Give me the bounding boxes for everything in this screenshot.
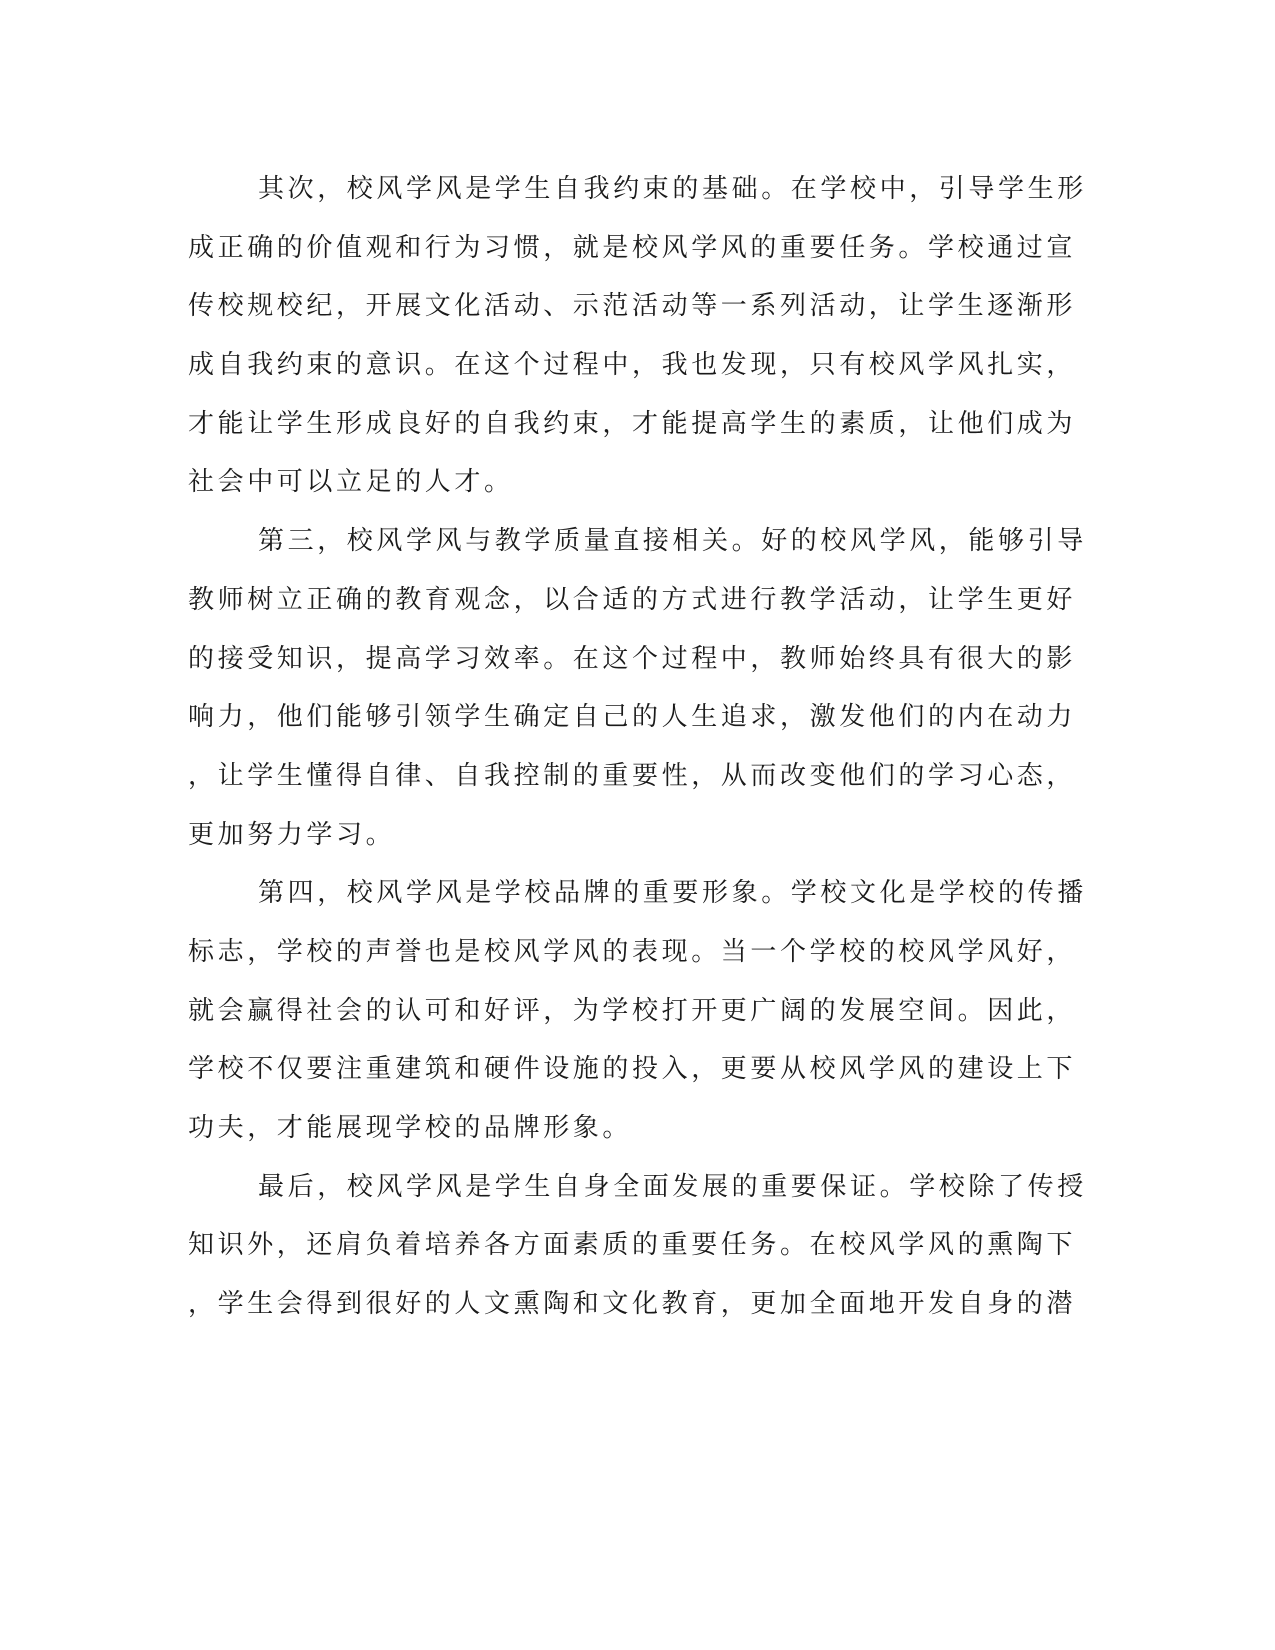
text-line: ，让学生懂得自律、自我控制的重要性，从而改变他们的学习心态， xyxy=(188,760,1077,791)
paragraph-third xyxy=(188,512,1088,864)
text-line: 传校规校纪，开展文化活动、示范活动等一系列活动，让学生逐渐形 xyxy=(188,291,1077,322)
text-line: 就会赢得社会的认可和好评，为学校打开更广阔的发展空间。因此， xyxy=(188,995,1077,1026)
paragraph-second xyxy=(188,160,1088,512)
text-line: 知识外，还肩负着培养各方面素质的重要任务。在校风学风的熏陶下 xyxy=(188,1230,1077,1261)
text-line: 的接受知识，提高学习效率。在这个过程中，教师始终具有很大的影 xyxy=(188,643,1077,674)
text-line: 第三，校风学风与教学质量直接相关。好的校风学风，能够引导 xyxy=(258,526,1087,557)
text-line: 功夫，才能展现学校的品牌形象。 xyxy=(188,1113,633,1143)
text-line: ，学生会得到很好的人文熏陶和文化教育，更加全面地开发自身的潜 xyxy=(188,1289,1077,1320)
text-line: 教师树立正确的教育观念，以合适的方式进行教学活动，让学生更好 xyxy=(188,584,1077,615)
text-line: 社会中可以立足的人才。 xyxy=(188,467,514,498)
paragraph-fourth xyxy=(188,864,1088,1157)
body-text xyxy=(188,160,1088,1334)
text-line: 响力，他们能够引领学生确定自己的人生追求，激发他们的内在动力 xyxy=(188,702,1077,733)
text-line: 成正确的价值观和行为习惯，就是校风学风的重要任务。学校通过宣 xyxy=(188,232,1077,263)
text-line: 更加努力学习。 xyxy=(188,819,396,850)
text-line: 最后，校风学风是学生自身全面发展的重要保证。学校除了传授 xyxy=(258,1171,1087,1202)
text-line: 学校不仅要注重建筑和硬件设施的投入，更要从校风学风的建设上下 xyxy=(188,1054,1077,1085)
text-line: 其次，校风学风是学生自我约束的基础。在学校中，引导学生形 xyxy=(258,174,1087,204)
text-line: 第四，校风学风是学校品牌的重要形象。学校文化是学校的传播 xyxy=(258,878,1087,909)
text-line: 才能让学生形成良好的自我约束，才能提高学生的素质，让他们成为 xyxy=(188,408,1077,439)
text-line: 标志，学校的声誉也是校风学风的表现。当一个学校的校风学风好， xyxy=(188,936,1077,967)
text-line: 成自我约束的意识。在这个过程中，我也发现，只有校风学风扎实， xyxy=(188,350,1077,381)
paragraph-last xyxy=(188,1158,1088,1334)
